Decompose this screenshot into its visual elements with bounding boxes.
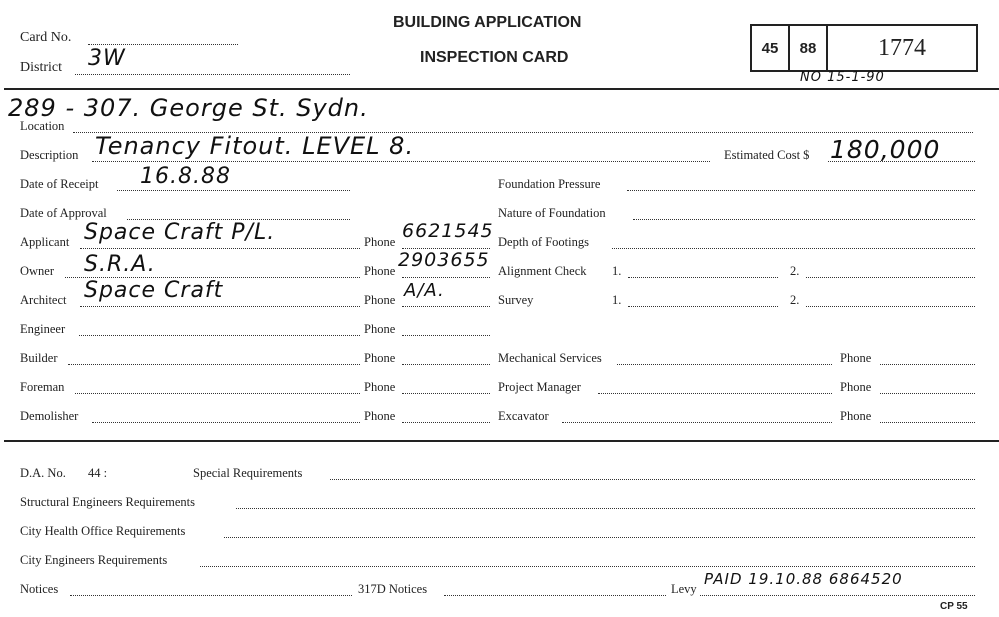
builder-field[interactable] bbox=[68, 364, 360, 365]
box-a: 45 bbox=[750, 24, 790, 72]
description-label: Description bbox=[20, 148, 79, 162]
city-eng-field[interactable] bbox=[200, 566, 975, 567]
alignment-num1: 1. bbox=[612, 264, 622, 278]
special-req-field[interactable] bbox=[330, 479, 975, 480]
owner-value: S.R.A. bbox=[84, 252, 156, 277]
foreman-label: Foreman bbox=[20, 380, 65, 394]
survey-field-1[interactable] bbox=[628, 306, 778, 307]
form-code: CP 55 bbox=[940, 601, 968, 612]
project-manager-phone-label: Phone bbox=[840, 380, 872, 394]
header-divider bbox=[4, 88, 999, 90]
demolisher-field[interactable] bbox=[92, 422, 360, 423]
architect-field[interactable] bbox=[80, 306, 360, 307]
district-field[interactable] bbox=[75, 74, 350, 75]
demolisher-phone-field[interactable] bbox=[402, 422, 490, 423]
depth-footings-field[interactable] bbox=[612, 248, 975, 249]
survey-num2: 2. bbox=[790, 293, 800, 307]
card-no-field[interactable] bbox=[88, 44, 238, 45]
nature-foundation-field[interactable] bbox=[633, 219, 975, 220]
card-no-label: Card No. bbox=[20, 30, 72, 45]
below-box-note: NO 15-1-90 bbox=[800, 70, 885, 85]
levy-label: Levy bbox=[671, 582, 697, 596]
excavator-phone-field[interactable] bbox=[880, 422, 975, 423]
estimated-cost-label: Estimated Cost $ bbox=[724, 148, 810, 162]
owner-label: Owner bbox=[20, 264, 55, 278]
notices-field[interactable] bbox=[70, 595, 352, 596]
levy-field[interactable] bbox=[700, 595, 975, 596]
survey-label: Survey bbox=[498, 293, 534, 307]
alignment-check-field-2[interactable] bbox=[806, 277, 975, 278]
foundation-pressure-field[interactable] bbox=[627, 190, 975, 191]
da-no-label: D.A. No. bbox=[20, 466, 66, 480]
date-approval-label: Date of Approval bbox=[20, 206, 107, 220]
owner-phone-field[interactable] bbox=[402, 277, 490, 278]
engineer-phone-field[interactable] bbox=[402, 335, 490, 336]
estimated-cost-value: 180,000 bbox=[830, 135, 941, 164]
demolisher-phone-label: Phone bbox=[364, 409, 396, 423]
excavator-label: Excavator bbox=[498, 409, 549, 423]
builder-label: Builder bbox=[20, 351, 58, 365]
mechanical-phone-label: Phone bbox=[840, 351, 872, 365]
owner-phone-label: Phone bbox=[364, 264, 396, 278]
mechanical-phone-field[interactable] bbox=[880, 364, 975, 365]
builder-phone-field[interactable] bbox=[402, 364, 490, 365]
nature-foundation-label: Nature of Foundation bbox=[498, 206, 606, 220]
excavator-field[interactable] bbox=[562, 422, 832, 423]
applicant-label: Applicant bbox=[20, 235, 70, 249]
project-manager-phone-field[interactable] bbox=[880, 393, 975, 394]
city-eng-label: City Engineers Requirements bbox=[20, 553, 168, 567]
da-no-value: 44 : bbox=[88, 466, 108, 480]
foundation-pressure-label: Foundation Pressure bbox=[498, 177, 601, 191]
health-label: City Health Office Requirements bbox=[20, 524, 186, 538]
card-number-box: 1774 bbox=[826, 24, 978, 72]
foreman-field[interactable] bbox=[75, 393, 360, 394]
mechanical-label: Mechanical Services bbox=[498, 351, 602, 365]
architect-label: Architect bbox=[20, 293, 67, 307]
district-value: 3W bbox=[88, 46, 126, 71]
mechanical-field[interactable] bbox=[617, 364, 832, 365]
description-value: Tenancy Fitout. LEVEL 8. bbox=[95, 132, 415, 160]
box-b: 88 bbox=[788, 24, 828, 72]
location-value: 289 - 307. George St. Sydn. bbox=[8, 94, 369, 122]
title-line2: INSPECTION CARD bbox=[420, 49, 569, 66]
applicant-field[interactable] bbox=[80, 248, 360, 249]
foreman-phone-field[interactable] bbox=[402, 393, 490, 394]
excavator-phone-label: Phone bbox=[840, 409, 872, 423]
district-label: District bbox=[20, 60, 62, 75]
architect-phone-value: A/A. bbox=[404, 280, 445, 301]
architect-phone-label: Phone bbox=[364, 293, 396, 307]
architect-phone-field[interactable] bbox=[402, 306, 490, 307]
structural-field[interactable] bbox=[236, 508, 975, 509]
depth-footings-label: Depth of Footings bbox=[498, 235, 589, 249]
applicant-phone-value: 6621545 bbox=[402, 220, 494, 242]
date-receipt-field[interactable] bbox=[117, 190, 350, 191]
builder-phone-label: Phone bbox=[364, 351, 396, 365]
health-field[interactable] bbox=[224, 537, 975, 538]
applicant-phone-label: Phone bbox=[364, 235, 396, 249]
alignment-check-label: Alignment Check bbox=[498, 264, 587, 278]
project-manager-label: Project Manager bbox=[498, 380, 581, 394]
alignment-check-field-1[interactable] bbox=[628, 277, 778, 278]
project-manager-field[interactable] bbox=[598, 393, 832, 394]
date-receipt-value: 16.8.88 bbox=[140, 164, 231, 189]
architect-value: Space Craft bbox=[84, 278, 224, 303]
demolisher-label: Demolisher bbox=[20, 409, 79, 423]
section-divider bbox=[4, 440, 999, 442]
survey-num1: 1. bbox=[612, 293, 622, 307]
title-line1: BUILDING APPLICATION bbox=[393, 14, 582, 31]
structural-label: Structural Engineers Requirements bbox=[20, 495, 195, 509]
notices-317d-label: 317D Notices bbox=[358, 582, 428, 596]
alignment-num2: 2. bbox=[790, 264, 800, 278]
survey-field-2[interactable] bbox=[806, 306, 975, 307]
notices-317d-field[interactable] bbox=[444, 595, 666, 596]
location-label: Location bbox=[20, 119, 65, 133]
owner-phone-value: 2903655 bbox=[398, 249, 490, 271]
special-req-label: Special Requirements bbox=[193, 466, 303, 480]
applicant-value: Space Craft P/L. bbox=[84, 220, 276, 245]
date-receipt-label: Date of Receipt bbox=[20, 177, 99, 191]
engineer-field[interactable] bbox=[79, 335, 360, 336]
engineer-label: Engineer bbox=[20, 322, 66, 336]
levy-value: PAID 19.10.88 6864520 bbox=[704, 570, 903, 588]
notices-label: Notices bbox=[20, 582, 59, 596]
engineer-phone-label: Phone bbox=[364, 322, 396, 336]
foreman-phone-label: Phone bbox=[364, 380, 396, 394]
description-field[interactable] bbox=[92, 161, 710, 162]
